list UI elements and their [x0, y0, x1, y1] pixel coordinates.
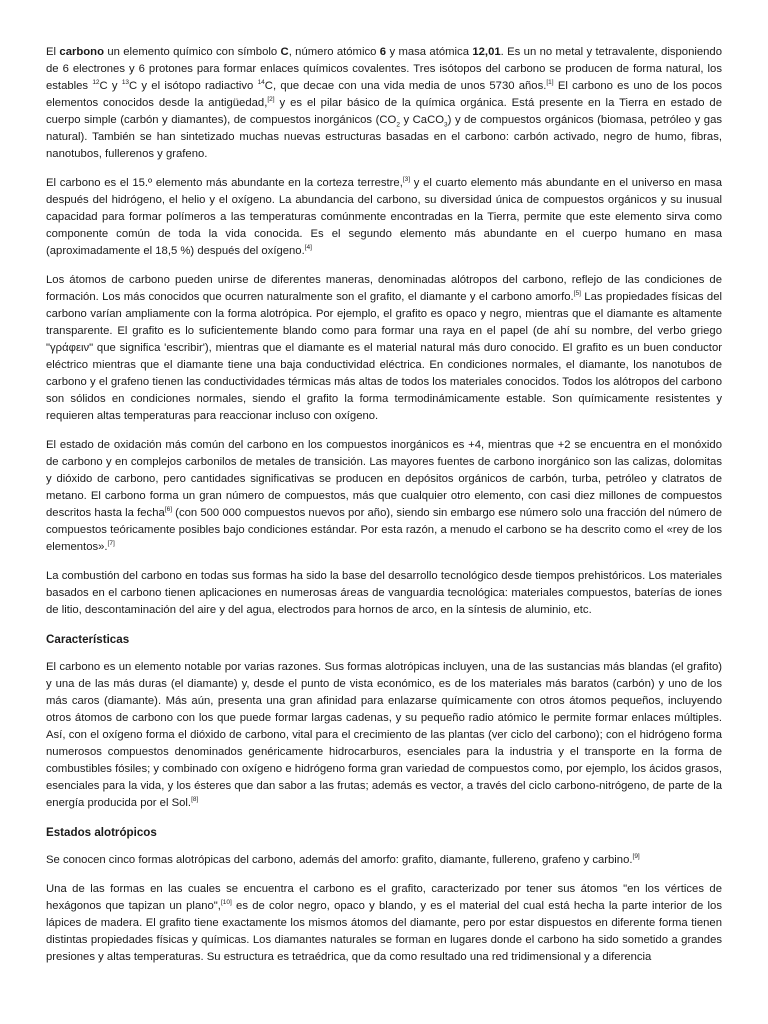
reference-mark: [9] — [632, 853, 640, 861]
paragraph-graphite — [46, 881, 722, 966]
text: La combustión del carbono en todas sus formas ha sido la base del desarrollo tecnológico desde tiempos prehistóricos. Los materiales basados en el carbono tienen aplicaciones en numerosas áreas de vanguardia tecnológica: materiales compuestos, baterías de iones de litio, descontaminación del aire y del agua, electrodos para hornos de arco, en la síntesis de aluminio, etc. — [46, 570, 722, 616]
text: El carbono es el 15.º elemento más abundante en la corteza terrestre, — [46, 177, 403, 189]
text: C, que decae con una vida media de unos 5730 años. — [264, 80, 547, 92]
text: El carbono es uno de los pocos elementos conocidos desde la antigüedad, — [46, 80, 722, 109]
text: El carbono es un elemento notable por varias razones. Sus formas alotrópicas incluyen, una de las sustancias más blandas (el grafito) y una de las más duras (el diamante) y, desde el punto de vista económico, es de los materiales más baratos (carbón) y uno de los más caros (diamante). Más aún, presenta una gran afinidad para enlazarse químicamente con otros átomos pequeños, incluyendo otros átomos de carbono con los que puede formar largas cadenas, y su pequeño radio atómico le permite formar enlaces múltiples. Así, con el oxígeno forma el dióxido de carbono, vital para el crecimiento de las plantas (ver ciclo del carbono); con el hidrógeno forma numerosos compuestos denominados genéricamente hidrocarburos, esenciales para la industria y el transporte en la forma de combustibles fósiles; y combinado con oxígeno e hidrógeno forma gran variedad de compuestos como, por ejemplo, los ácidos grasos, esenciales para la vida, y los ésteres que dan sabor a las frutas; además es vector, a través del ciclo carbono-nitrógeno, de parte de la energía producida por el Sol. — [46, 661, 722, 809]
text: es de color negro, opaco y blando, y es el material del cual está hecha la parte interior de los lápices de madera. El grafito tiene exactamente los mismos átomos del diamante, pero por estar dispuestos en diferente forma tienen distintas propiedades físicas y químicas. Los diamantes naturales se forman en lugares donde el carbono ha sido sometido a grandes presiones y altas temperaturas. Su estructura es tetraédrica, que da como resultado una red tridimensional y a diferencia — [46, 900, 722, 963]
text: Los átomos de carbono pueden unirse de diferentes maneras, denominadas alótropos del carbono, reflejo de las condiciones de formación. Los más conocidos que ocurren naturalmente son el grafito, el diamante y el carbono amorfo. — [46, 274, 722, 303]
paragraph-allotropic-forms — [46, 852, 722, 869]
isotope-mass: 14 — [257, 79, 265, 87]
reference-mark: [2] — [267, 96, 275, 104]
isotope-mass: 12 — [92, 79, 100, 87]
paragraph-intro — [46, 44, 722, 163]
text: Se conocen cinco formas alotrópicas del carbono, además del amorfo: grafito, diamante, fullereno, grafeno y carbino. — [46, 854, 633, 866]
text: y CaCO — [399, 114, 445, 126]
text: , número atómico — [288, 46, 380, 58]
paragraph-characteristics — [46, 659, 722, 812]
text: (con 500 000 compuestos nuevos por año), siendo sin embargo ese número solo una fracción del número de compuestos teóricamente posibles bajo condiciones estándar. Por esta razón, a menudo el carbono se ha descrito como el «rey de los elementos». — [46, 507, 722, 553]
reference-mark: [1] — [546, 79, 554, 87]
reference-mark: [4] — [304, 244, 312, 252]
paragraph-oxidation — [46, 437, 722, 556]
text: . Es un no metal y tetravalente, disponiendo de 6 electrones y 6 protones para formar enlaces químicos covalentes. Tres isótopos del carbono se producen de forma natural, los estables — [46, 46, 722, 92]
paragraph-combustion — [46, 568, 722, 619]
text: y masa atómica — [386, 46, 473, 58]
reference-mark: [5] — [573, 290, 581, 298]
text: C y — [99, 80, 122, 92]
text: C y el isótopo radiactivo — [129, 80, 258, 92]
term-bold: carbono — [59, 46, 104, 58]
subscript: 2 — [396, 121, 400, 129]
atomic-mass-bold: 12,01 — [472, 46, 501, 58]
text: y el cuarto elemento más abundante en el universo en masa después del hidrógeno, el helio y el oxígeno. La abundancia del carbono, su diversidad única de compuestos orgánicos y su inusual capacidad para formar polímeros a las temperaturas comúnmente encontradas en la Tierra, permite que este elemento sirva como componente común de toda la vida conocida. Es el segundo elemento más abundante en el cuerpo humano en masa (aproximadamente el 18,5 %) después del oxígeno. — [46, 177, 722, 257]
paragraph-allotropes — [46, 272, 722, 425]
text: El — [46, 46, 60, 58]
symbol-bold: C — [280, 46, 289, 58]
text: un elemento químico con símbolo — [103, 46, 281, 58]
isotope-mass: 13 — [121, 79, 130, 87]
reference-mark: [6] — [164, 506, 173, 514]
paragraph-abundance — [46, 175, 722, 260]
reference-mark: [8] — [191, 796, 199, 804]
text: y es el pilar básico de la química orgánica. Está presente en la Tierra en estado de cuerpo simple (carbón y diamantes), de compuestos inorgánicos (CO — [46, 97, 722, 126]
section-heading-estados-alotropicos: Estados alotrópicos — [46, 826, 157, 839]
section-heading-caracteristicas: Características — [46, 633, 130, 646]
text: ) y de compuestos orgánicos (biomasa, petróleo y gas natural). También se han sintetizado muchas nuevas estructuras basadas en el carbono: carbón activado, negro de humo, fibras, nanotubos, fullerenos y grafeno. — [46, 114, 723, 160]
text: Las propiedades físicas del carbono varían ampliamente con la forma alotrópica. Por ejemplo, el grafito es opaco y negro, mientras que el diamante es altamente transparente. El grafito es lo suficientemente blando como para formar una raya en el papel (de ahí su nombre, del verbo griego "γράφειν" que significa 'escribir'), mientras que el diamante es el material natural más duro conocido. El grafito es un buen conductor eléctrico mientras que el diamante tiene una baja conductividad eléctrica. En condiciones normales, el diamante, los nanotubos de carbono y el grafeno tienen las conductividades térmicas más altas de todos los materiales conocidos. Todos los alótropos del carbono son sólidos en condiciones normales, siendo el grafito la forma termodinámicamente estable. Son químicamente resistentes y requieren altas temperaturas para reaccionar incluso con oxígeno. — [46, 291, 722, 422]
subscript: 3 — [444, 121, 448, 129]
atomic-number-bold: 6 — [379, 46, 387, 58]
text: El estado de oxidación más común del carbono en los compuestos inorgánicos es +4, mientras que +2 se encuentra en el monóxido de carbono y en complejos carbonilos de metales de transición. Las mayores fuentes de carbono inorgánico son las calizas, dolomitas y dióxido de carbono, pero cantidades significativas se producen en depósitos orgánicos de carbón, turba, petróleo y clatratos de metano. El carbono forma un gran número de compuestos, más que cualquier otro elemento, con casi diez millones de compuestos descritos hasta la fecha — [46, 439, 722, 519]
text: Una de las formas en las cuales se encuentra el carbono es el grafito, caracterizado por tener sus átomos "en los vértices de hexágonos que tapizan un plano", — [46, 883, 722, 912]
reference-mark: [7] — [107, 540, 115, 548]
reference-mark: [10] — [220, 899, 232, 907]
reference-mark: [3] — [402, 176, 411, 184]
